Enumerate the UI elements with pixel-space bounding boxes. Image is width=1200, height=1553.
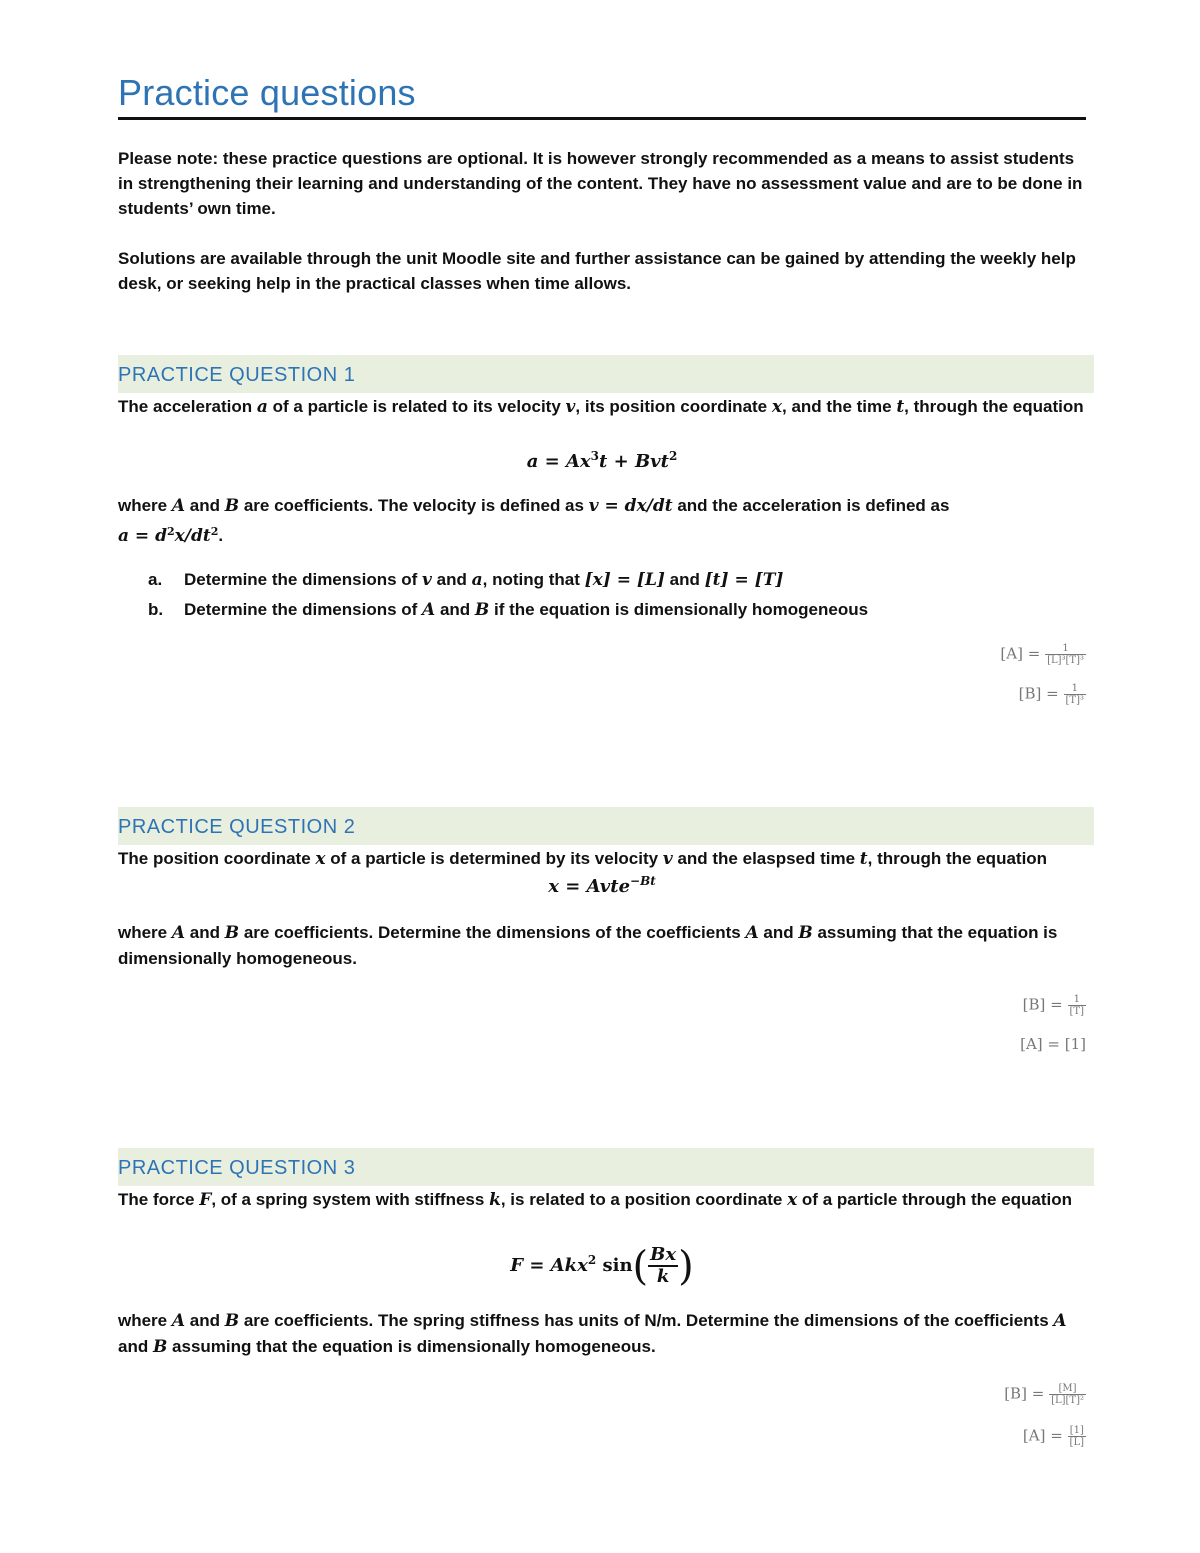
question-2-equation: x = Avte$^{-Bt}$ (548, 874, 656, 897)
title-divider (118, 117, 1086, 120)
page-title: Practice questions (118, 72, 416, 113)
question-1-title: PRACTICE QUESTION 1 (118, 364, 356, 386)
question-3-equation: F = Akx$^2$ sin( $\frac{Bx}{k}$ ) (510, 1243, 694, 1290)
question-1-answer-B: [B] = $\frac{1}{\text{[T]³}}$ (1018, 683, 1084, 706)
intro-solutions: Solutions are available through the unit Moodle site and further assistance can be gained by attending the weekly help desk, or seeking help in the practical classes when time allows. (118, 249, 1076, 293)
question-1-prompt: The acceleration a of a particle is related to its velocity v, its position coordinate x, and the time t, through the equation (118, 397, 1084, 417)
question-2-answer-B: [B] = $\frac{1}{[T]}$ (1022, 994, 1084, 1017)
question-3-answer-B: [B] = $\frac{[M]}{\text{[L][T]²}}$ (1004, 1383, 1084, 1406)
question-3-header (118, 1148, 1094, 1186)
question-2-header (118, 807, 1094, 845)
question-2-answer-A: [A] = [1] (1020, 1035, 1086, 1053)
question-3-definitions: where A and B are coefficients. The spring stiffness has units of N/m. Determine the dimensions of the coefficients A and B assuming that the equation is dimensionally homogeneous. (118, 1311, 1067, 1357)
question-1-equation: $a = Ax^3t + Bvt^2$ (526, 449, 678, 472)
question-1-item-a: a. Determine the dimensions of v and a, noting that [x] = [L] and [t] = [T] (148, 570, 784, 590)
question-1-header (118, 355, 1094, 393)
question-2-prompt: The position coordinate x of a particle is determined by its velocity v and the elaspsed time t, through the equation (118, 849, 1048, 869)
intro-note: Please note: these practice questions are optional. It is however strongly recommended as a means to assist students in strengthening their learning and understanding of the content. They have no assessment value and are to be done in students’ own time. (118, 149, 1083, 218)
question-2-title: PRACTICE QUESTION 2 (118, 816, 356, 838)
question-3-prompt: The force F, of a spring system with stiffness k, is related to a position coordinate x of a particle through the equation (118, 1190, 1073, 1210)
question-1-answer-A: [A] = $\frac{1}{\text{[L]³[T]³}}$ (1000, 643, 1084, 666)
question-3-answer-A: [A] = $\frac{[1]}{[L]}$ (1022, 1425, 1084, 1448)
question-2-definitions: where A and B are coefficients. Determine the dimensions of the coefficients A and B assuming that the equation is dimensionally homogeneous. (118, 923, 1058, 968)
question-1-definitions: where A and B are coefficients. The velocity is defined as v = dx/dt and the acceleration is defined as $a = d^2x/dt^2$. (118, 496, 950, 546)
question-3-title: PRACTICE QUESTION 3 (118, 1157, 356, 1179)
question-1-item-b: b. Determine the dimensions of A and B if the equation is dimensionally homogeneous (148, 600, 869, 620)
